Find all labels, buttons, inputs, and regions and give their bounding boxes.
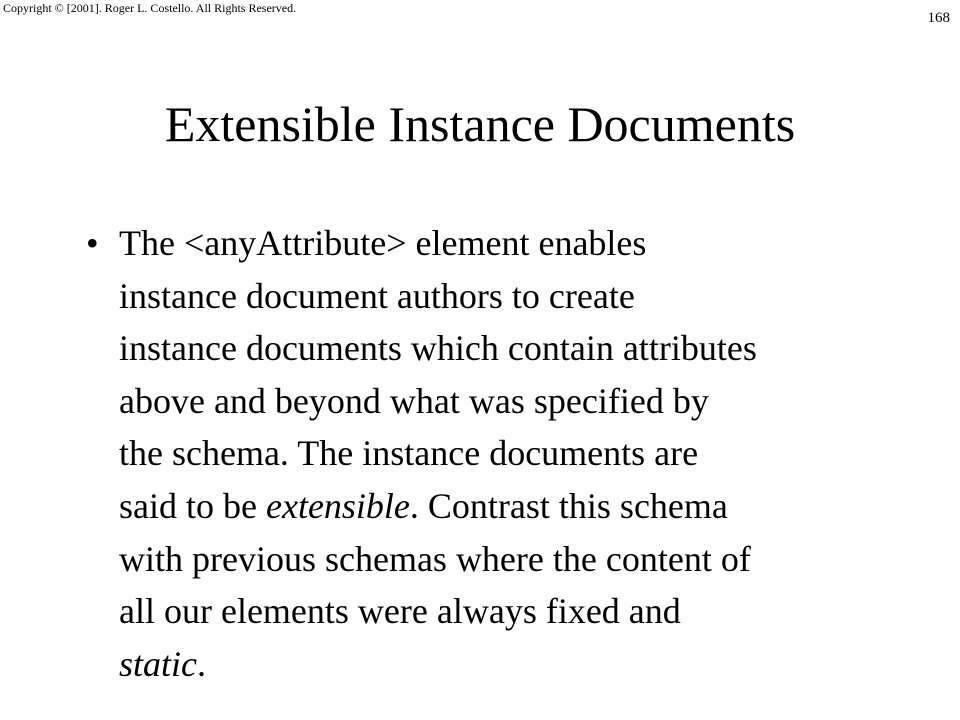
- copyright-notice: Copyright © [2001]. Roger L. Costello. All Rights Reserved.: [3, 1, 297, 15]
- bullet-line: [119, 638, 880, 691]
- bullet-line: the schema. The instance documents are: [119, 433, 699, 474]
- bullet-text: . Contrast this schema: [409, 485, 728, 526]
- bullet-line: with previous schemas where the content of: [119, 538, 751, 579]
- bullet-text: .: [197, 643, 206, 684]
- emphasis-static: static: [119, 643, 197, 684]
- bullet-marker: •: [86, 223, 99, 263]
- bullet-line: all our elements were always fixed and: [119, 591, 681, 632]
- bullet-line: [119, 480, 880, 533]
- bullet-text: said to be: [119, 485, 266, 526]
- slide-title: Extensible Instance Documents: [164, 96, 796, 152]
- bullet-line: The <anyAttribute> element enables: [119, 223, 647, 263]
- bullet-item: [80, 217, 880, 690]
- bullet-list: [80, 217, 880, 690]
- page-number: 168: [927, 10, 950, 26]
- emphasis-extensible: extensible: [265, 485, 410, 526]
- bullet-line: instance document authors to create: [119, 275, 635, 316]
- bullet-line: instance documents which contain attributes: [119, 328, 757, 369]
- bullet-line: above and beyond what was specified by: [119, 380, 709, 421]
